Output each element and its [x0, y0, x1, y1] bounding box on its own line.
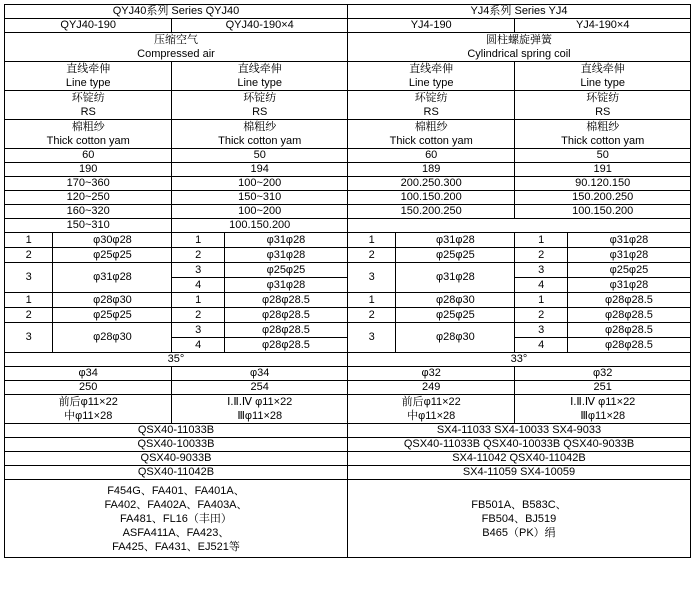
- table-row: [5, 308, 691, 323]
- yarn-cn: 棉粗纱: [243, 121, 277, 133]
- value-cell: 150~310: [172, 191, 348, 205]
- table-row: [5, 248, 691, 263]
- pressure-left-cn: 压缩空气: [153, 34, 198, 46]
- phi-value-cell: φ28φ28.5: [224, 308, 347, 323]
- cradle-line: Ⅲφ11×28: [580, 410, 626, 422]
- cradle-line: Ⅰ.Ⅱ.Ⅳ φ11×22: [227, 396, 293, 408]
- yarn-cell: [515, 120, 691, 149]
- value-cell: 100.150.200: [347, 191, 514, 205]
- phi-value-cell: φ28φ28.5: [224, 338, 347, 353]
- series-right-cell: YJ4系列 Series YJ4: [347, 5, 690, 19]
- yarn-cell: [5, 120, 172, 149]
- cradle-line: 中φ11×28: [64, 410, 113, 422]
- table-row: [5, 120, 691, 149]
- table-row: [5, 91, 691, 120]
- part-number-cell: SX4-11059 SX4-10059: [347, 466, 690, 480]
- phi-value-cell: φ31φ28: [224, 248, 347, 263]
- table-row: [5, 149, 691, 163]
- yarn-en: Thick cotton yam: [46, 135, 130, 147]
- value-cell: 50: [515, 149, 691, 163]
- table-row: [5, 367, 691, 381]
- phi-value-cell: φ25φ25: [224, 263, 347, 278]
- yarn-cn: 棉粗纱: [414, 121, 448, 133]
- spinning-en: RS: [595, 106, 611, 118]
- length-cell: 251: [515, 381, 691, 395]
- value-cell: 100.150.200: [172, 219, 348, 233]
- part-number-cell: QSX40-11033B: [5, 424, 348, 438]
- value-cell: 194: [172, 163, 348, 177]
- table-row: [5, 263, 691, 278]
- table-row: [5, 438, 691, 452]
- diameter-cell: φ34: [5, 367, 172, 381]
- phi-index-cell: 2: [347, 308, 395, 323]
- phi-index-cell: 1: [5, 293, 53, 308]
- yarn-en: Thick cotton yam: [561, 135, 645, 147]
- phi-value-cell: φ28φ28.5: [567, 338, 690, 353]
- yarn-cell: [172, 120, 348, 149]
- pressure-right-en: Cylindrical spring coil: [467, 48, 571, 60]
- phi-index-cell: 2: [347, 248, 395, 263]
- phi-value-cell: φ28φ28.5: [567, 323, 690, 338]
- phi-value-cell: φ25φ25: [396, 308, 515, 323]
- phi-index-cell: 1: [172, 293, 224, 308]
- table-row: [5, 424, 691, 438]
- phi-value-cell: φ28φ28.5: [224, 293, 347, 308]
- draft-cn: 直线牵伸: [66, 63, 111, 75]
- draft-en: Line type: [237, 77, 283, 89]
- value-cell: 150~310: [5, 219, 172, 233]
- table-row: [5, 353, 691, 367]
- phi-value-cell: φ31φ28: [567, 278, 690, 293]
- phi-index-cell: 1: [515, 293, 567, 308]
- draft-cn: 直线牵伸: [580, 63, 625, 75]
- angle-cell: 33°: [347, 353, 690, 367]
- machine-line: FB504、BJ519: [481, 512, 557, 525]
- table-row: [5, 191, 691, 205]
- phi-value-cell: φ28φ30: [396, 323, 515, 353]
- table-row: [5, 219, 691, 233]
- model-cell: YJ4-190: [347, 19, 514, 33]
- value-cell: 120~250: [5, 191, 172, 205]
- phi-value-cell: φ31φ28: [53, 263, 172, 293]
- machine-line: ASFA411A、FA423、: [122, 526, 230, 539]
- pressure-left-en: Compressed air: [137, 48, 215, 60]
- machines-right-cell: [347, 480, 690, 558]
- table-row: [5, 19, 691, 33]
- pressure-left-cell: [5, 33, 348, 62]
- phi-index-cell: 1: [347, 233, 395, 248]
- spinning-cn: 环锭纺: [243, 92, 277, 104]
- phi-index-cell: 4: [172, 278, 224, 293]
- series-left-cell: QYJ40系列 Series QYJ40: [5, 5, 348, 19]
- empty-cell: [347, 219, 690, 233]
- value-cell: 60: [347, 149, 514, 163]
- table-row: [5, 293, 691, 308]
- value-cell: 100~200: [172, 205, 348, 219]
- value-cell: 200.250.300: [347, 177, 514, 191]
- phi-value-cell: φ25φ25: [396, 248, 515, 263]
- machine-line: FA425、FA431、EJ521等: [112, 540, 240, 553]
- part-number-cell: QSX40-10033B: [5, 438, 348, 452]
- value-cell: 100~200: [172, 177, 348, 191]
- phi-index-cell: 3: [5, 263, 53, 293]
- cradle-cell: [347, 395, 514, 424]
- table-row: [5, 62, 691, 91]
- machine-line: FA402、FA402A、FA403A、: [104, 498, 248, 511]
- machine-line: FA481、FL16（丰田）: [120, 512, 232, 525]
- spinning-cn: 环锭纺: [71, 92, 105, 104]
- spinning-cn: 环锭纺: [414, 92, 448, 104]
- phi-value-cell: φ31φ28: [396, 233, 515, 248]
- phi-value-cell: φ31φ28: [396, 263, 515, 293]
- draft-en: Line type: [65, 77, 111, 89]
- phi-index-cell: 4: [515, 278, 567, 293]
- value-cell: 170~360: [5, 177, 172, 191]
- angle-cell: 35°: [5, 353, 348, 367]
- table-row: [5, 163, 691, 177]
- phi-index-cell: 3: [347, 323, 395, 353]
- spinning-en: RS: [80, 106, 96, 118]
- phi-index-cell: 3: [172, 323, 224, 338]
- draft-cn: 直线牵伸: [237, 63, 282, 75]
- machines-left-cell: [5, 480, 348, 558]
- diameter-cell: φ34: [172, 367, 348, 381]
- model-cell: YJ4-190×4: [515, 19, 691, 33]
- table-row: [5, 466, 691, 480]
- draft-en: Line type: [580, 77, 626, 89]
- value-cell: 160~320: [5, 205, 172, 219]
- phi-index-cell: 1: [172, 233, 224, 248]
- pressure-right-cell: [347, 33, 690, 62]
- table-row: [5, 5, 691, 19]
- phi-value-cell: φ28φ28.5: [567, 308, 690, 323]
- value-cell: 191: [515, 163, 691, 177]
- spinning-en: RS: [252, 106, 268, 118]
- phi-index-cell: 1: [515, 233, 567, 248]
- table-row: [5, 205, 691, 219]
- value-cell: 90.120.150: [515, 177, 691, 191]
- part-number-cell: QSX40-11042B: [5, 466, 348, 480]
- spinning-cn: 环锭纺: [586, 92, 620, 104]
- table-row: [5, 233, 691, 248]
- phi-index-cell: 3: [515, 323, 567, 338]
- phi-index-cell: 2: [5, 248, 53, 263]
- spinning-cell: [515, 91, 691, 120]
- phi-value-cell: φ25φ25: [53, 308, 172, 323]
- cradle-line: Ⅲφ11×28: [237, 410, 283, 422]
- phi-index-cell: 2: [172, 308, 224, 323]
- length-cell: 250: [5, 381, 172, 395]
- table-row: [5, 381, 691, 395]
- machine-line: B465（PK）绢: [482, 526, 556, 539]
- yarn-cn: 棉粗纱: [71, 121, 105, 133]
- phi-index-cell: 3: [515, 263, 567, 278]
- table-row: [5, 323, 691, 338]
- cradle-cell: [172, 395, 348, 424]
- yarn-en: Thick cotton yam: [218, 135, 302, 147]
- phi-index-cell: 3: [5, 323, 53, 353]
- phi-value-cell: φ31φ28: [567, 233, 690, 248]
- draft-cell: [5, 62, 172, 91]
- phi-index-cell: 1: [347, 293, 395, 308]
- draft-en: Line type: [408, 77, 454, 89]
- table-row: [5, 480, 691, 558]
- phi-index-cell: 3: [172, 263, 224, 278]
- phi-index-cell: 4: [172, 338, 224, 353]
- draft-cell: [172, 62, 348, 91]
- table-row: [5, 33, 691, 62]
- phi-value-cell: φ28φ30: [396, 293, 515, 308]
- value-cell: 50: [172, 149, 348, 163]
- phi-value-cell: φ30φ28: [53, 233, 172, 248]
- part-number-cell: SX4-11033 SX4-10033 SX4-9033: [347, 424, 690, 438]
- model-cell: QYJ40-190: [5, 19, 172, 33]
- value-cell: 150.200.250: [515, 191, 691, 205]
- table-row: [5, 395, 691, 424]
- cradle-line: Ⅰ.Ⅱ.Ⅳ φ11×22: [570, 396, 636, 408]
- phi-value-cell: φ31φ28: [567, 248, 690, 263]
- phi-index-cell: 2: [515, 248, 567, 263]
- phi-value-cell: φ25φ25: [567, 263, 690, 278]
- spinning-en: RS: [423, 106, 439, 118]
- spinning-cell: [172, 91, 348, 120]
- spinning-cell: [5, 91, 172, 120]
- phi-value-cell: φ28φ30: [53, 323, 172, 353]
- value-cell: 150.200.250: [347, 205, 514, 219]
- phi-value-cell: φ28φ30: [53, 293, 172, 308]
- yarn-cn: 棉粗纱: [586, 121, 620, 133]
- phi-index-cell: 2: [172, 248, 224, 263]
- part-number-cell: QSX40-11033B QSX40-10033B QSX40-9033B: [347, 438, 690, 452]
- phi-value-cell: φ31φ28: [224, 278, 347, 293]
- machine-line: FB501A、B583C、: [471, 498, 567, 511]
- cradle-line: 前后φ11×22: [401, 396, 461, 408]
- cradle-cell: [5, 395, 172, 424]
- phi-value-cell: φ25φ25: [53, 248, 172, 263]
- part-number-cell: QSX40-9033B: [5, 452, 348, 466]
- model-cell: QYJ40-190×4: [172, 19, 348, 33]
- phi-index-cell: 4: [515, 338, 567, 353]
- yarn-en: Thick cotton yam: [389, 135, 473, 147]
- phi-index-cell: 2: [515, 308, 567, 323]
- draft-cell: [515, 62, 691, 91]
- value-cell: 190: [5, 163, 172, 177]
- value-cell: 60: [5, 149, 172, 163]
- cradle-line: 中φ11×28: [407, 410, 456, 422]
- phi-index-cell: 3: [347, 263, 395, 293]
- draft-cell: [347, 62, 514, 91]
- spec-table: [4, 4, 691, 558]
- draft-cn: 直线牵伸: [409, 63, 454, 75]
- value-cell: 189: [347, 163, 514, 177]
- part-number-cell: SX4-11042 QSX40-11042B: [347, 452, 690, 466]
- phi-value-cell: φ31φ28: [224, 233, 347, 248]
- value-cell: 100.150.200: [515, 205, 691, 219]
- machine-line: F454G、FA401、FA401A、: [107, 484, 245, 497]
- yarn-cell: [347, 120, 514, 149]
- phi-index-cell: 2: [5, 308, 53, 323]
- phi-value-cell: φ28φ28.5: [224, 323, 347, 338]
- table-row: [5, 452, 691, 466]
- diameter-cell: φ32: [347, 367, 514, 381]
- cradle-line: 前后φ11×22: [58, 396, 118, 408]
- length-cell: 249: [347, 381, 514, 395]
- table-row: [5, 177, 691, 191]
- phi-index-cell: 1: [5, 233, 53, 248]
- length-cell: 254: [172, 381, 348, 395]
- phi-value-cell: φ28φ28.5: [567, 293, 690, 308]
- diameter-cell: φ32: [515, 367, 691, 381]
- pressure-right-cn: 圆柱螺旋弹簧: [485, 34, 552, 46]
- cradle-cell: [515, 395, 691, 424]
- spinning-cell: [347, 91, 514, 120]
